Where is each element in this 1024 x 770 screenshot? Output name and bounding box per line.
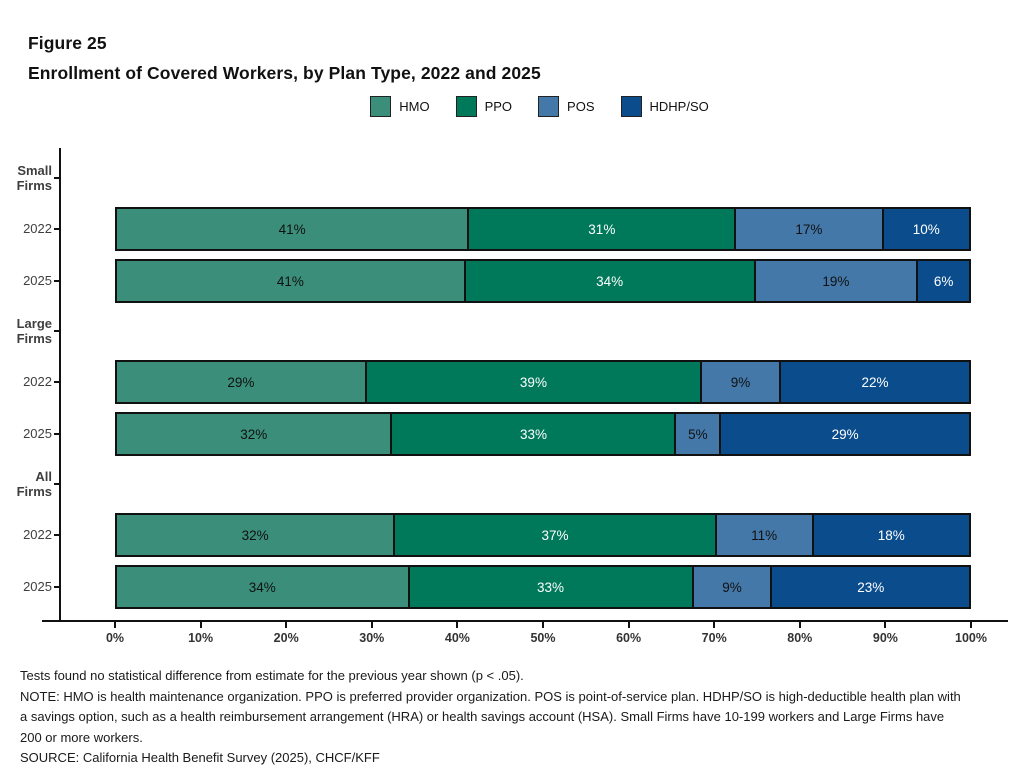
x-axis-tick-label: 40% (444, 631, 470, 645)
bar-segment-hmo: 29% (115, 360, 367, 404)
chart-legend (0, 96, 1024, 117)
bar-segment-hdhpso: 22% (779, 360, 971, 404)
x-axis-tick-label: 10% (188, 631, 214, 645)
x-axis-tick (456, 622, 458, 628)
figure-header (28, 28, 541, 88)
y-axis-line (59, 148, 61, 622)
year-label: 2022 (23, 221, 52, 236)
y-axis-tick (54, 280, 60, 282)
bar-segment-hmo: 34% (115, 565, 410, 609)
legend-label: HMO (399, 99, 430, 114)
bar-segment-ppo: 34% (464, 259, 756, 303)
bar-segment-pos: 9% (692, 565, 773, 609)
x-axis-tick-label: 60% (616, 631, 642, 645)
x-axis-tick (970, 622, 972, 628)
bar-all-firms-2025 (115, 565, 971, 609)
bar-segment-pos: 11% (715, 513, 814, 557)
bar-segment-pos: 5% (674, 412, 721, 456)
bar-segment-hmo: 32% (115, 513, 395, 557)
legend-swatch-icon (456, 96, 477, 117)
bar-segment-ppo: 31% (467, 207, 736, 251)
x-axis-tick (285, 622, 287, 628)
legend-swatch-icon (538, 96, 559, 117)
bar-large-firms-2025 (115, 412, 971, 456)
bar-segment-pos: 17% (734, 207, 883, 251)
bar-segment-ppo: 33% (390, 412, 676, 456)
x-axis-tick (114, 622, 116, 628)
bar-segment-ppo: 37% (393, 513, 716, 557)
legend-label: HDHP/SO (649, 99, 709, 114)
x-axis-tick (200, 622, 202, 628)
legend-item-pos (538, 96, 594, 117)
bar-segment-hmo: 41% (115, 259, 466, 303)
group-label-large: Large Firms (16, 316, 52, 346)
bar-segment-hmo: 32% (115, 412, 392, 456)
legend-item-ppo (456, 96, 512, 117)
bar-segment-pos: 9% (700, 360, 781, 404)
x-axis-tick-label: 0% (105, 631, 125, 645)
bar-segment-pos: 19% (754, 259, 919, 303)
bar-all-firms-2022 (115, 513, 971, 557)
year-label: 2025 (23, 273, 52, 288)
x-axis-tick-label: 70% (701, 631, 727, 645)
x-axis-tick-label: 20% (273, 631, 299, 645)
x-axis-tick-label: 100% (955, 631, 987, 645)
chart (0, 148, 1024, 660)
year-label: 2025 (23, 426, 52, 441)
y-axis-tick (54, 483, 60, 485)
legend-swatch-icon (621, 96, 642, 117)
footnotes (20, 666, 965, 769)
legend-item-hmo (370, 96, 429, 117)
year-label: 2022 (23, 527, 52, 542)
legend-item-hdhpso (621, 96, 709, 117)
figure-title: Enrollment of Covered Workers, by Plan Type, 2022 and 2025 (28, 63, 541, 83)
legend-label: POS (567, 99, 595, 114)
x-axis-tick (884, 622, 886, 628)
footnote-source: SOURCE: California Health Benefit Survey (2025), CHCF/KFF (20, 750, 380, 765)
y-axis-tick (54, 381, 60, 383)
x-axis-tick-label: 50% (530, 631, 556, 645)
year-label: 2022 (23, 374, 52, 389)
x-axis-tick (799, 622, 801, 628)
bar-small-firms-2025 (115, 259, 971, 303)
bar-segment-hmo: 41% (115, 207, 469, 251)
y-axis-tick (54, 534, 60, 536)
x-axis-tick-label: 80% (787, 631, 813, 645)
y-axis-tick (54, 228, 60, 230)
bar-segment-hdhpso: 10% (882, 207, 971, 251)
bar-segment-ppo: 33% (408, 565, 694, 609)
bar-segment-hdhpso: 18% (812, 513, 971, 557)
footnote-tests: Tests found no statistical difference from estimate for the previous year shown (p < .05). (20, 668, 524, 683)
x-axis-tick-label: 90% (872, 631, 898, 645)
year-label: 2025 (23, 579, 52, 594)
bar-segment-ppo: 39% (365, 360, 702, 404)
bar-segment-hdhpso: 29% (719, 412, 971, 456)
bar-segment-hdhpso: 23% (770, 565, 971, 609)
y-axis-tick (54, 433, 60, 435)
legend-label: PPO (484, 99, 513, 114)
y-axis-tick (54, 586, 60, 588)
x-axis-tick (542, 622, 544, 628)
x-axis-tick-label: 30% (359, 631, 385, 645)
x-axis-tick (371, 622, 373, 628)
y-axis-tick (54, 330, 60, 332)
bar-segment-hdhpso: 6% (916, 259, 971, 303)
bar-small-firms-2022 (115, 207, 971, 251)
x-axis-line (42, 620, 1008, 622)
legend-swatch-icon (370, 96, 391, 117)
bar-large-firms-2022 (115, 360, 971, 404)
group-label-small: Small Firms (16, 163, 52, 193)
y-axis-tick (54, 177, 60, 179)
x-axis-tick (628, 622, 630, 628)
x-axis-tick (713, 622, 715, 628)
group-label-all: All Firms (16, 469, 52, 499)
figure-label: Figure 25 (28, 33, 107, 53)
footnote-note: NOTE: HMO is health maintenance organization. PPO is preferred provider organization. POS is point-of-service plan. HDHP/SO is high-deductible health plan with a savings option, such as a health reimbursement arrangement (HRA) or health savings account (HSA). Small Firms have 10-199 workers and Large Firms have 200 or more workers. (20, 688, 961, 745)
